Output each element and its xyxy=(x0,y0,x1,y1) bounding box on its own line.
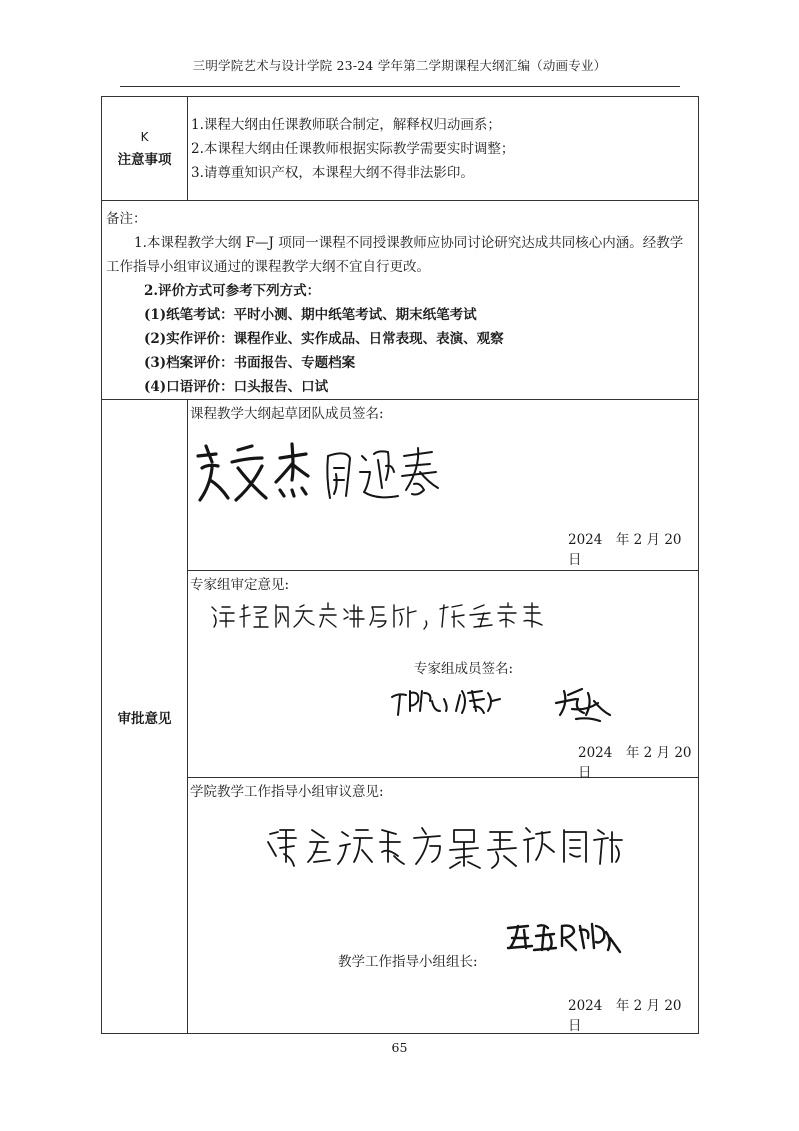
approval-label-cell xyxy=(102,400,188,1034)
expert-group-signatures xyxy=(388,681,628,727)
remarks-cell xyxy=(102,201,699,400)
note-item: 2.本课程大纲由任课教师根据实际教学需要实时调整； xyxy=(191,140,515,157)
remarks-paragraph-1: 1.本课程教学大纲 F—J 项同一课程不同授课教师应协同讨论研究达成共同核心内涵。经教学工作指导小组审议通过的课程教学大纲不宜自行更改。 xyxy=(106,235,684,275)
approval-content-cell xyxy=(188,400,699,1034)
syllabus-table xyxy=(101,96,699,1034)
teaching-group-block xyxy=(188,778,698,1033)
drafting-team-date: 2024 年 2 月 20 日 xyxy=(568,532,682,568)
expert-group-title: 专家组审定意见: xyxy=(190,577,290,593)
approval-row xyxy=(102,400,699,1034)
expert-group-block xyxy=(188,571,698,781)
section-code: K xyxy=(140,129,149,144)
evaluation-method: (4)口语评价：口头报告、口试 xyxy=(144,379,329,395)
expert-signature-label: 专家组成员签名: xyxy=(414,661,514,677)
notes-row xyxy=(102,97,699,201)
expert-group-date: 2024 年 2 月 20 日 xyxy=(578,745,692,781)
note-item: 1.课程大纲由任课教师联合制定，解释权归动画系； xyxy=(191,116,501,133)
teaching-group-leader-signature xyxy=(504,918,624,958)
expert-opinion-handwriting xyxy=(208,599,558,633)
evaluation-method: (3)档案评价：书面报告、专题档案 xyxy=(144,355,356,371)
approval-label: 审批意见 xyxy=(117,710,172,727)
notes-label: 注意事项 xyxy=(117,151,172,168)
teaching-group-date: 2024 年 2 月 20 日 xyxy=(568,998,682,1034)
notes-label-cell xyxy=(102,97,188,201)
evaluation-method: (1)纸笔考试：平时小测、期中纸笔考试、期末纸笔考试 xyxy=(144,307,477,323)
evaluation-method: (2)实作评价：课程作业、实作成品、日常表现、表演、观察 xyxy=(144,331,504,347)
teaching-group-leader-label: 教学工作指导小组组长: xyxy=(338,954,478,970)
page-header: 三明学院艺术与设计学院 23-24 学年第二学期课程大纲汇编（动画专业） xyxy=(192,58,607,73)
note-item: 3.请尊重知识产权，本课程大纲不得非法影印。 xyxy=(191,164,474,181)
header-rule xyxy=(120,86,680,87)
page-number: 65 xyxy=(391,1040,408,1055)
remarks-paragraph-2: 2.评价方式可参考下列方式： xyxy=(144,283,321,299)
drafting-team-signature xyxy=(188,428,488,508)
teaching-group-opinion-handwriting xyxy=(264,822,624,874)
drafting-team-title: 课程教学大纲起草团队成员签名: xyxy=(190,406,384,422)
remarks-title: 备注： xyxy=(106,211,147,227)
teaching-group-title: 学院教学工作指导小组审议意见: xyxy=(190,784,384,800)
notes-content-cell xyxy=(188,97,699,201)
remarks-row xyxy=(102,201,699,400)
drafting-team-block xyxy=(188,400,698,571)
